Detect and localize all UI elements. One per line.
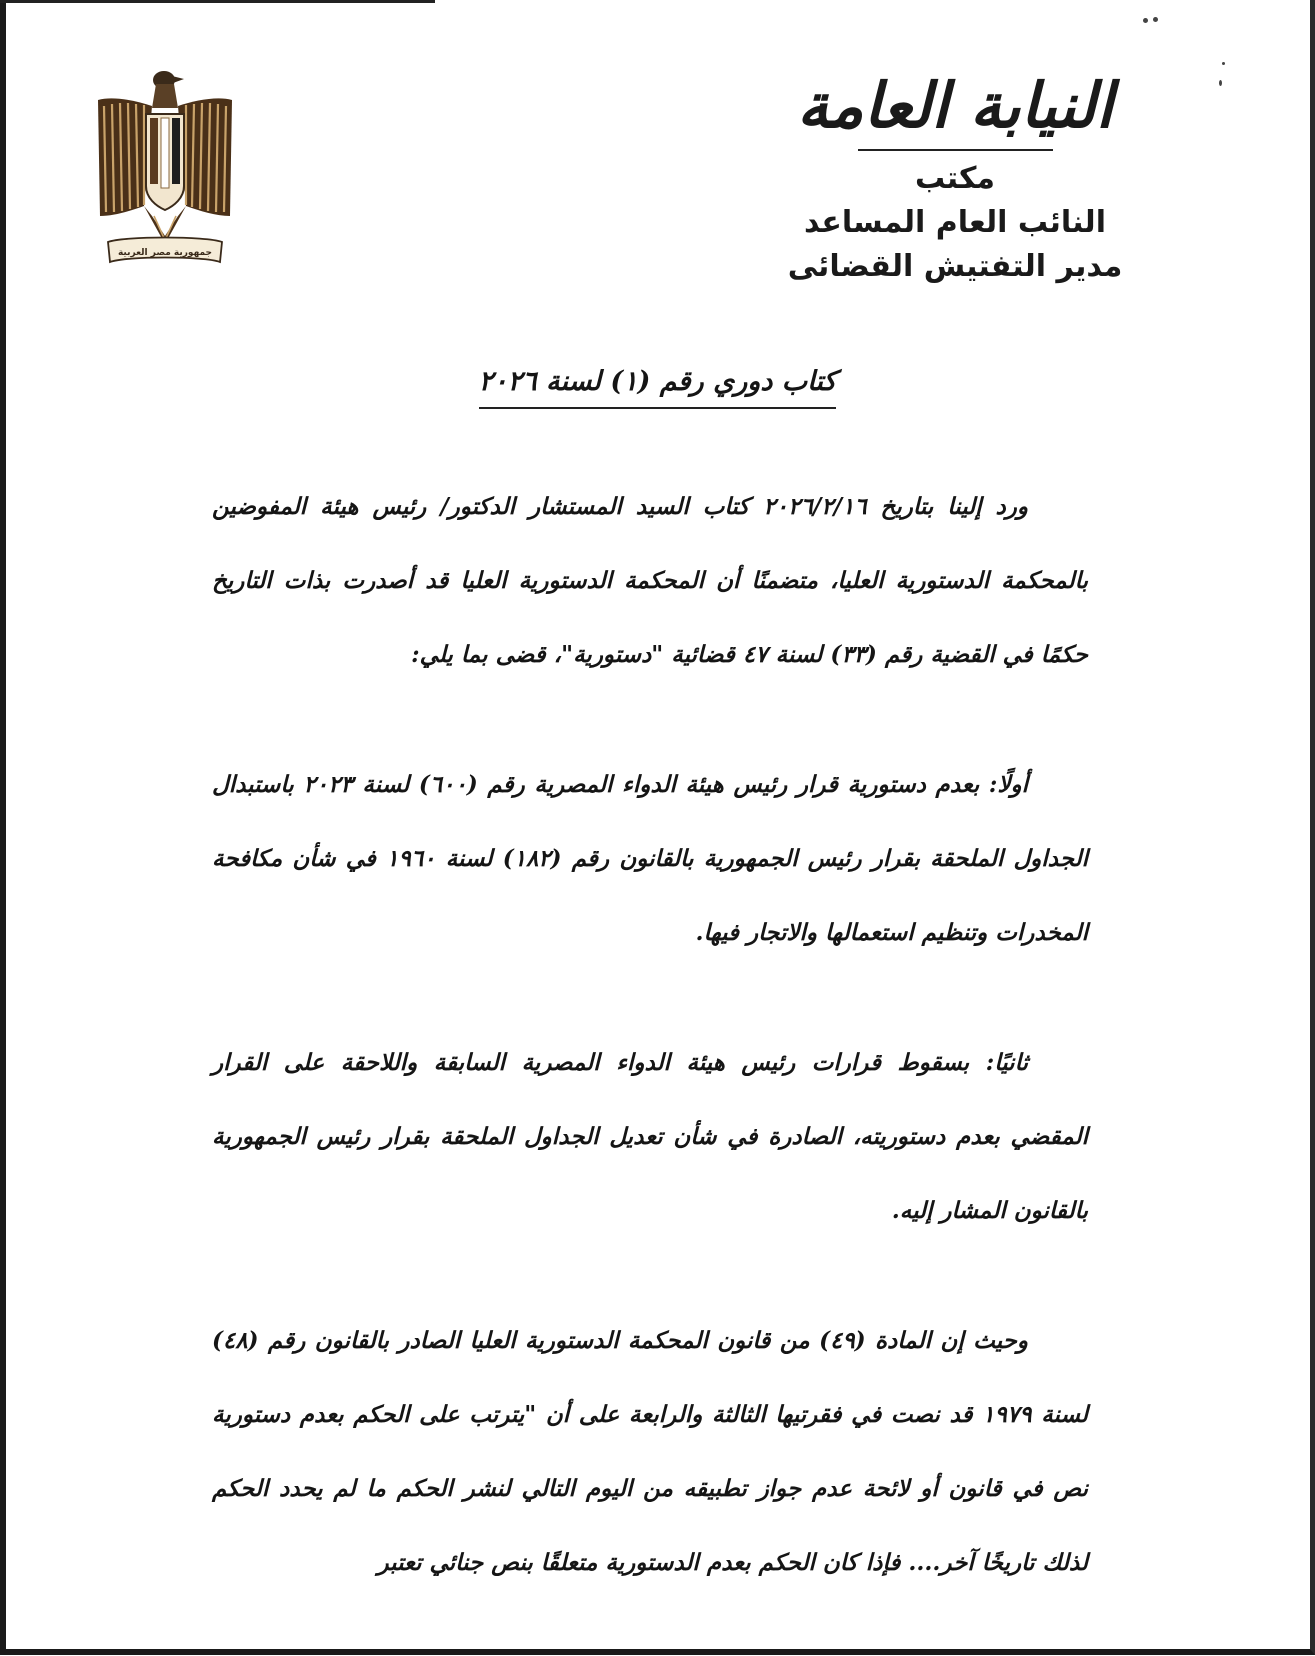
office-header [745, 70, 1165, 289]
header-line-department: مدير التفتيش القضائى [787, 249, 1123, 285]
emblem-caption: جمهورية مصر العربية [117, 248, 213, 258]
header-line-office: مكتب [914, 161, 996, 197]
scan-speck [1222, 62, 1225, 65]
paragraph-first-ruling: أولًا: بعدم دستورية قرار رئيس هيئة الدواء المصرية رقم (٦٠٠) لسنة ٢٠٢٣ باستبدال الجداول الملحقة بقرار رئيس الجمهورية بالقانون رقم (١٨٢) لسنة ١٩٦٠ في شأن مكافحة المخدرات وتنظيم استعمالها والاتجار فيها. [212, 771, 1088, 946]
office-name-logo: النيابة العامة [797, 69, 1113, 142]
document-body [212, 470, 1088, 1656]
paragraph-second-ruling: ثانيًا: بسقوط قرارات رئيس هيئة الدواء المصرية السابقة واللاحقة على القرار المقضي بعدم دستوريته، الصادرة في شأن تعديل الجداول الملحقة بقرار رئيس الجمهورية بالقانون المشار إليه. [212, 1049, 1088, 1224]
scan-speck [1153, 17, 1158, 22]
header-line-position: النائب العام المساعد [804, 205, 1106, 241]
paragraph-law-article: وحيث إن المادة (٤٩) من قانون المحكمة الدستورية العليا الصادر بالقانون رقم (٤٨) لسنة ١٩٧٩ قد نصت في فقرتيها الثالثة والرابعة على أن "يترتب على الحكم بعدم دستورية نص في قانون أو لائحة عدم جواز تطبيقه من اليوم التالي لنشر الحكم ما لم يحدد الحكم لذلك تاريخًا آخر.... فإذا كان الحكم بعدم الدستورية متعلقًا بنص جنائي تعتبر [212, 1327, 1089, 1576]
document-title [0, 366, 1315, 409]
scan-speck [1143, 18, 1148, 23]
scan-speck [1219, 80, 1222, 86]
egypt-eagle-emblem-icon [94, 66, 236, 266]
header-divider [858, 149, 1053, 151]
paragraph-intro: ورد إلينا بتاريخ ٢٠٢٦/٢/١٦ كتاب السيد المستشار الدكتور/ رئيس هيئة المفوضين بالمحكمة الدستورية العليا، متضمنًا أن المحكمة الدستورية العليا قد أصدرت بذات التاريخ حكمًا في القضية رقم (٣٣) لسنة ٤٧ قضائية "دستورية"، قضى بما يلي: [212, 493, 1088, 668]
scan-top-mark [0, 0, 435, 3]
document-title-text: كتاب دوري رقم (١) لسنة ٢٠٢٦ [479, 366, 837, 409]
